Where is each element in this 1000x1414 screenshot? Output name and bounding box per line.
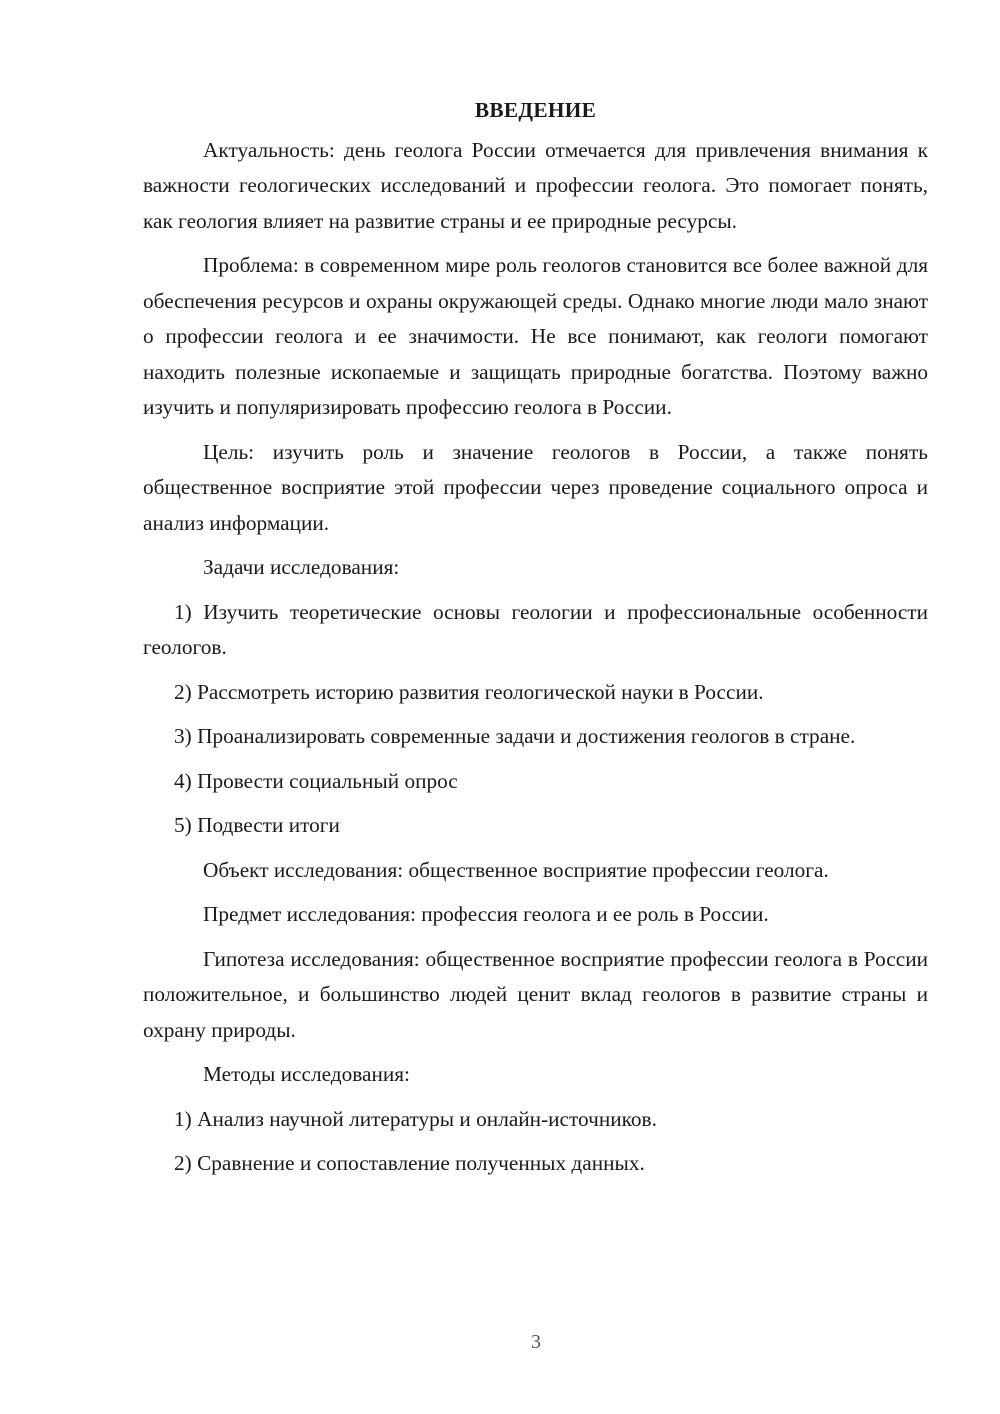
task-item: 3) Проанализировать современные задачи и достижения геологов в стране. [174,724,856,748]
task-item: 2) Рассмотреть историю развития геологической науки в России. [174,679,764,704]
task-item: 5) Подвести итоги [174,813,340,837]
method-item: 1) Анализ научной литературы и онлайн-источников. [174,1106,657,1131]
document-page [143,93,928,1191]
methods-heading: Методы исследования: [203,1062,410,1086]
task-item: 1) Изучить теоретические основы геологии и профессиональные особенности геологов. [143,599,928,659]
page-title: ВВЕДЕНИЕ [474,98,597,122]
tasks-heading: Задачи исследования: [203,555,400,579]
relevance-paragraph: Актуальность: день геолога России отмечается для привлечения внимания к важности геологических исследований и профессии геолога. Это помогает понять, как геология влияет на развитие страны и ее природные ресурсы. [143,137,928,233]
object-paragraph: Объект исследования: общественное восприятие профессии геолога. [203,857,829,882]
task-item: 4) Провести социальный опрос [174,768,458,793]
goal-paragraph: Цель: изучить роль и значение геологов в России, а также понять общественное восприятие этой профессии через проведение социального опроса и анализ информации. [143,439,928,535]
problem-paragraph: Проблема: в современном мире роль геологов становится все более важной для обеспечения ресурсов и охраны окружающей среды. Однако многие люди мало знают о профессии геолога и ее значимости. Не все понимают, как геологи помогают находить полезные ископаемые и защищать природные богатства. Поэтому важно изучить и популяризировать профессию геолога в России. [143,253,928,419]
subject-paragraph: Предмет исследования: профессия геолога и ее роль в России. [203,902,769,926]
page-number: 3 [531,1331,541,1353]
method-item: 2) Сравнение и сопоставление полученных данных. [174,1151,645,1175]
hypothesis-paragraph: Гипотеза исследования: общественное восприятие профессии геолога в России положительное, и большинство людей ценит вклад геологов в развитие страны и охрану природы. [143,946,928,1042]
